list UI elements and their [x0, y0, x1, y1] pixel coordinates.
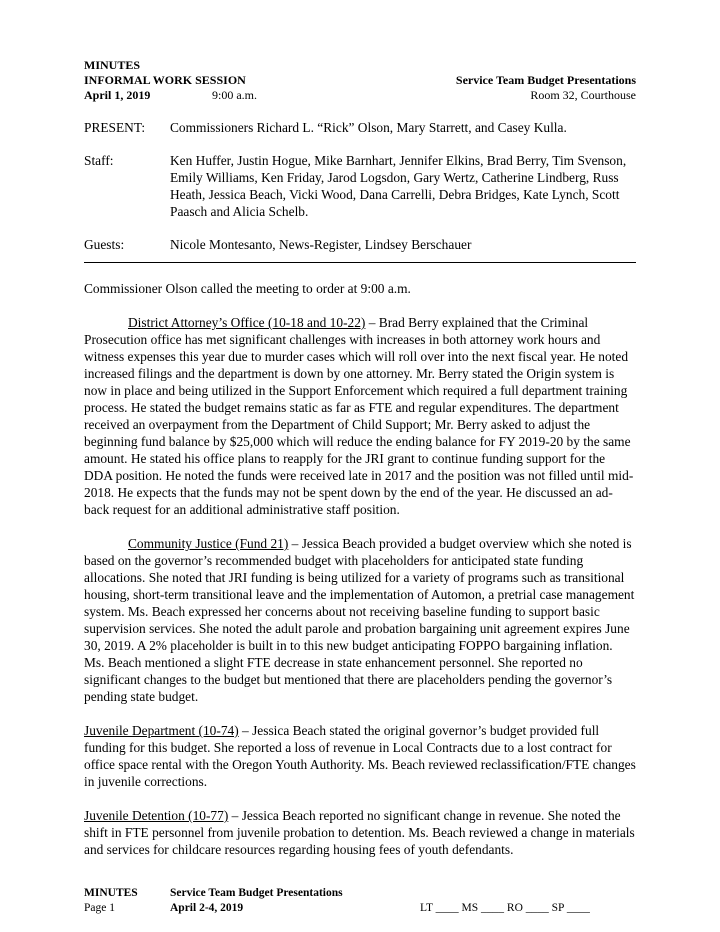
- staff-row: [84, 152, 636, 220]
- footer-page: Page 1: [84, 902, 115, 914]
- footer-title: Service Team Budget Presentations: [170, 887, 343, 899]
- header-divider: [84, 262, 636, 263]
- present-text: Commissioners Richard L. “Rick” Olson, Mary Starrett, and Casey Kulla.: [170, 120, 567, 135]
- page-footer: [84, 886, 636, 916]
- header-row-2: [84, 73, 636, 88]
- section-text: – Jessica Beach provided a budget overview which she noted is based on the governor’s recommended budget with placeholders for anticipated state funding allocations. She noted that JRI funding is being utilized for a variety of programs such as transitional housing, short-term transitional leave and the implementation of Automon, a pretrial case management system. Ms. Beach expressed her concerns about not receiving baseline funding to support basic supervision services. She noted the adult parole and probation bargaining unit agreement expires June 30, 2019. A 2% placeholder is built in to this new budget anticipating FOPPO bargaining inflation. Ms. Beach mentioned a slight FTE decrease in state enhancement personnel. She reported no significant changes to the budget but mentioned that there are placeholders pending the governor’s pending state budget.: [84, 536, 635, 704]
- header-row-1: [84, 58, 636, 73]
- meeting-time: 9:00 a.m.: [212, 88, 257, 102]
- section-district-attorney: [84, 314, 636, 518]
- header-row-3: [84, 88, 636, 103]
- present-row: [84, 119, 636, 136]
- section-heading: District Attorney’s Office (10-18 and 10-22): [128, 315, 366, 330]
- session-type: INFORMAL WORK SESSION: [84, 73, 246, 87]
- footer-dates: April 2-4, 2019: [170, 902, 244, 914]
- guests-label: Guests:: [84, 237, 125, 252]
- meeting-location: Room 32, Courthouse: [530, 88, 636, 102]
- section-heading: Community Justice (Fund 21): [128, 536, 289, 551]
- section-juvenile-detention: [84, 807, 636, 858]
- staff-text: Ken Huffer, Justin Hogue, Mike Barnhart, Jennifer Elkins, Brad Berry, Tim Svenson, Emily Williams, Ken Friday, Jarod Logsdon, Gary Wertz, Catherine Lindberg, Russ Heath, Jessica Beach, Vicki Wood, Dana Carrelli, Debra Bridges, Kate Lynch, Scott Paasch and Alicia Schelb.: [170, 153, 627, 219]
- section-text: – Jessica Beach stated the original governor’s budget provided full funding for this budget. She reported a loss of revenue in Local Contracts due to a lost contract for office space rental with the Oregon Youth Authority. Ms. Beach reviewed reclassification/FTE changes in juvenile corrections.: [84, 723, 636, 789]
- section-juvenile-department: [84, 722, 636, 790]
- footer-initials: LT ____ MS ____ RO ____ SP ____: [420, 902, 590, 914]
- section-community-justice: [84, 535, 636, 705]
- staff-label: Staff:: [84, 153, 114, 168]
- doc-type: MINUTES: [84, 58, 141, 72]
- section-text: – Jessica Beach reported no significant change in revenue. She noted the shift in FTE personnel from juvenile probation to detention. Ms. Beach reviewed a change in materials and services for childcare resources regarding housing fees of youth defendants.: [84, 808, 635, 857]
- section-heading: Juvenile Department (10-74): [84, 723, 239, 738]
- footer-row-2: [84, 901, 636, 916]
- minutes-page: [84, 58, 636, 858]
- footer-label: MINUTES: [84, 887, 138, 899]
- guests-text: Nicole Montesanto, News-Register, Lindsey Berschauer: [170, 237, 472, 252]
- opening-statement: Commissioner Olson called the meeting to order at 9:00 a.m.: [84, 281, 411, 296]
- present-label: PRESENT:: [84, 120, 146, 135]
- section-heading: Juvenile Detention (10-77): [84, 808, 229, 823]
- date-time: [84, 88, 257, 103]
- footer-row-1: [84, 886, 636, 901]
- guests-row: [84, 236, 636, 253]
- session-title: Service Team Budget Presentations: [455, 73, 636, 87]
- meeting-date: April 1, 2019: [84, 88, 151, 102]
- section-text: – Brad Berry explained that the Criminal Prosecution office has met significant challenges with increases in both attorney work hours and witness expenses this year due to murder cases which will roll over into the next fiscal year. He noted increased filings and the department is down by one attorney. Mr. Berry stated the Origin system is now in place and being utilized in the Support Enforcement which required a full department training process. He stated the budget remains static as far as FTE and regular expenditures. The department received an overpayment from the Department of Child Support; Mr. Berry asked to adjust the beginning fund balance by $25,000 which will reduce the ending balance for FY 2019-20 by the same amount. He stated his office plans to reapply for the JRI grant to continue funding support for the DDA position. He noted the funds were received late in 2017 and the position was not filled until mid-2018. He expects that the funds may not be spent down by the end of the year. He discussed an ad-back request for an additional administrative staff position.: [84, 315, 634, 517]
